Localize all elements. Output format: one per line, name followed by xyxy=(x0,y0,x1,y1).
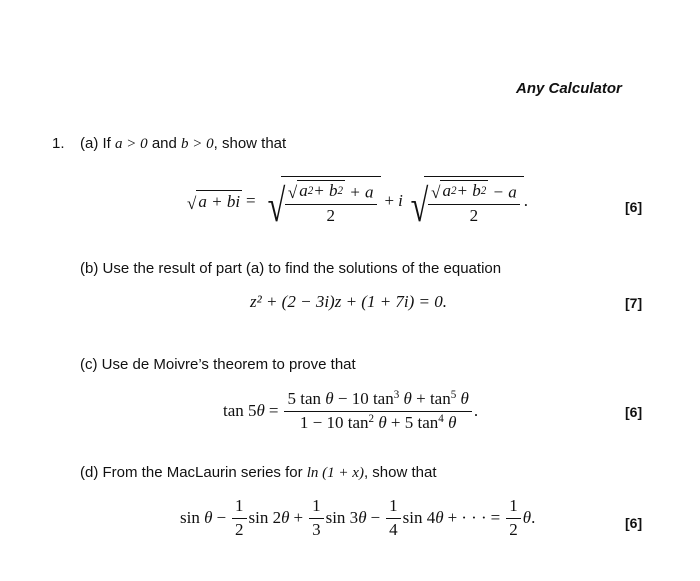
part-d-text-1: From the MacLaurin series for xyxy=(102,464,303,481)
part-d-marks: [6] xyxy=(625,515,643,531)
part-a-statement xyxy=(80,135,286,153)
part-b-marks: [7] xyxy=(625,295,643,311)
part-d-text-2: , show that xyxy=(363,464,437,481)
part-d-label: (d) xyxy=(80,464,99,481)
calculator-note: Any Calculator xyxy=(516,80,622,97)
part-b-label: (b) xyxy=(80,260,99,277)
part-a-text-3: , show that xyxy=(213,135,287,152)
part-d-formula: sin θ − $\frac{1}{2}$ sin 2 θ + $\frac{1}{3}$ sin 3 θ − $\frac{1}{4}$ sin 4 θ + · · · = $\frac{1}{2}$ θ . xyxy=(180,495,536,539)
part-a-marks: [6] xyxy=(625,199,643,215)
part-b-statement xyxy=(80,260,501,277)
part-c-text: Use de Moivre’s theorem to prove that xyxy=(101,356,356,373)
part-a-formula: √ a + bi = √ √ a 2 + b 2 + a 2 + i √ √ a 2 + b 2 − a 2 . xyxy=(187,170,528,232)
part-a-condition-b: b > 0 xyxy=(181,136,214,152)
part-c-formula: tan 5 θ = $\frac{5 \tan \theta - 10 \tan^3 \theta + \tan^5 \theta}{1 - 10 \tan^2 \theta + 5 \tan^4 \theta}$ . xyxy=(223,388,479,432)
part-c-marks: [6] xyxy=(625,404,643,420)
part-a-label: (a) xyxy=(80,135,99,152)
part-c-label: (c) xyxy=(80,356,98,373)
part-c-statement xyxy=(80,356,356,373)
part-a-text-2: and xyxy=(151,135,177,152)
part-d-statement xyxy=(80,464,437,482)
part-a-condition-a: a > 0 xyxy=(115,136,148,152)
sqrt-a-plus-bi: √ a + bi xyxy=(187,192,241,213)
question-number: 1. xyxy=(52,135,65,152)
part-b-equation: z² + (2 − 3i)z + (1 + 7i) = 0. xyxy=(250,292,448,311)
part-b-text: Use the result of part (a) to find the solutions of the equation xyxy=(102,260,502,277)
part-a-text-1: If xyxy=(102,135,111,152)
part-d-series-fn: ln (1 + x) xyxy=(306,465,364,481)
